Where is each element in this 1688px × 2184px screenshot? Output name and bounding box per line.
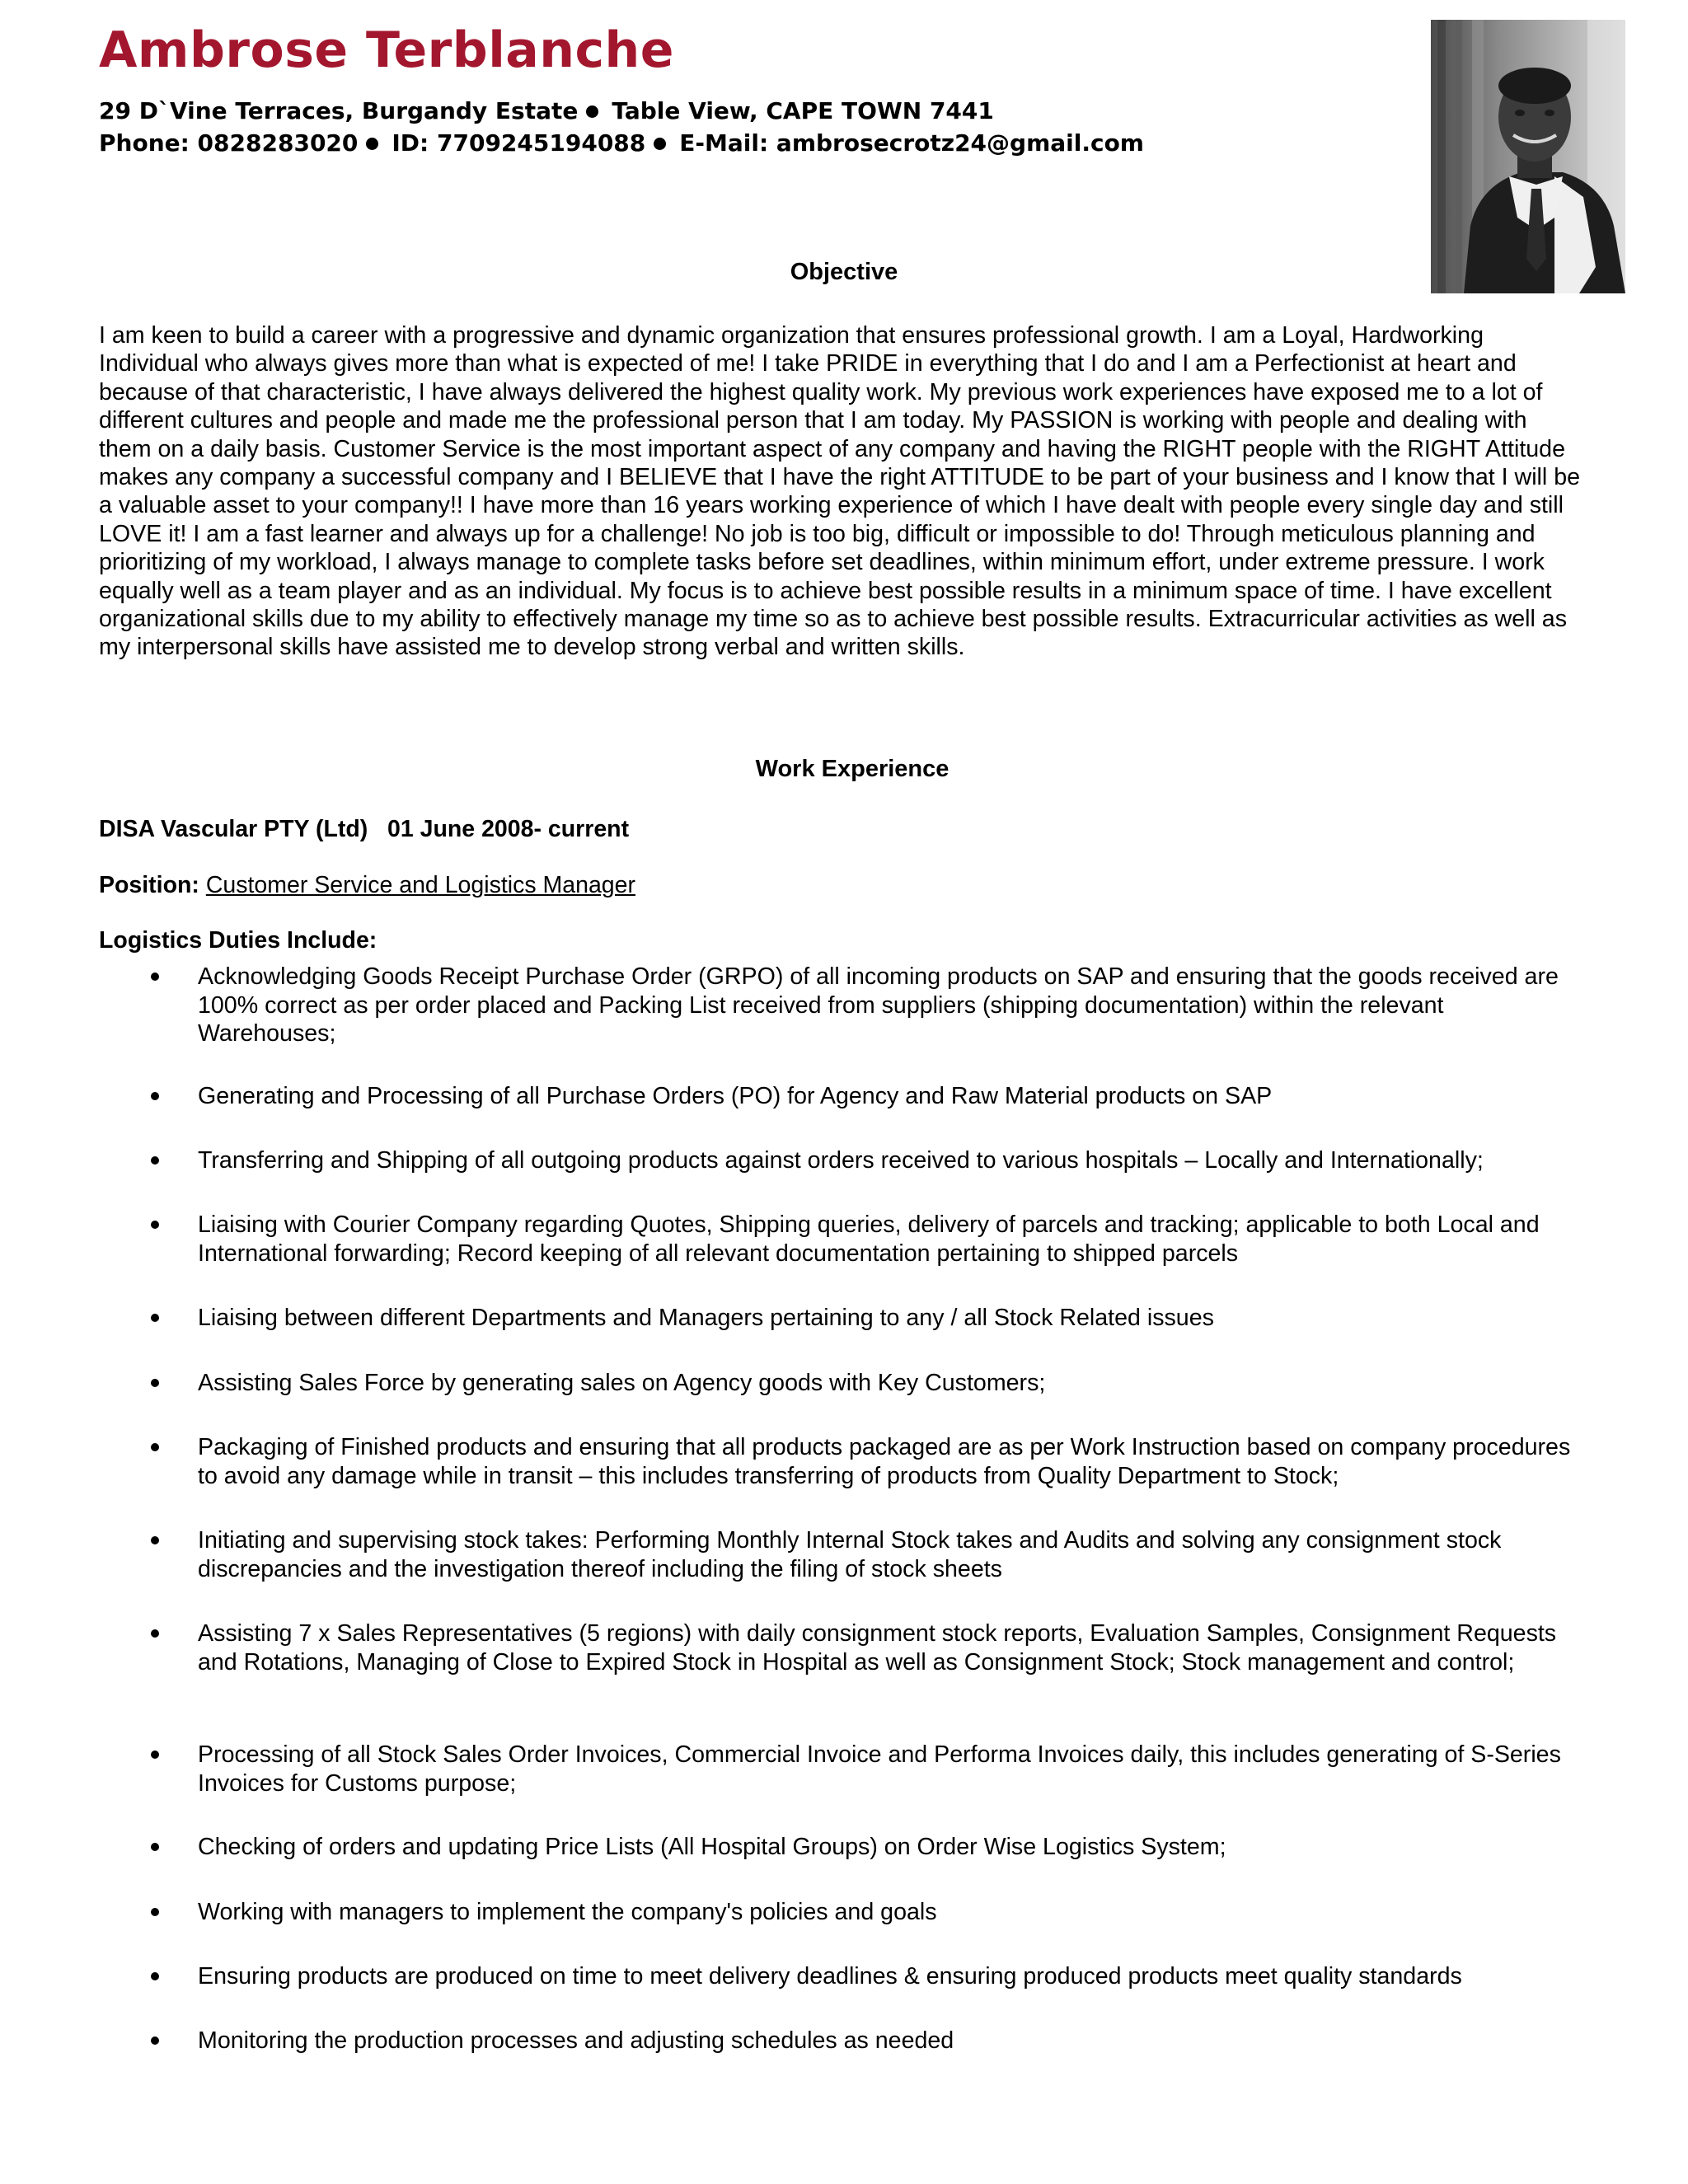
employment-period: 01 June 2008- current [387, 816, 630, 842]
list-item: Initiating and supervising stock takes: Performing Monthly Internal Stock takes and Audits and solving any consignment stock discrepancies and the investigation thereof including the filing of stock sheets [198, 1526, 1578, 1583]
list-item: Assisting 7 x Sales Representatives (5 regions) with daily consignment stock reports, Evaluation Samples, Consignment Requests and Rotations, Managing of Close to Expired Stock in Hospital as well as Consignment Stock; Stock management and control; [198, 1619, 1578, 1676]
phone-number: Phone: 0828283020 [99, 129, 359, 157]
objective-heading: Objective [790, 259, 898, 285]
list-item: Liaising with Courier Company regarding Quotes, Shipping queries, delivery of parcels and tracking; applicable to both Local and International forwarding; Record keeping of all relevant documentation pertaining to shipped parcels [198, 1211, 1578, 1268]
contact-line [99, 129, 1144, 157]
profile-photo-image [1431, 20, 1625, 293]
job-company-period [99, 816, 629, 843]
id-number: ID: 7709245194088 [392, 129, 646, 157]
objective-text: I am keen to build a career with a progressive and dynamic organization that ensures professional growth. I am a Loyal, Hardworking Individual who always gives more than what is expected of me! I take PRIDE in everything that I do and I am a Perfectionist at heart and because of that characteristic, I have always delivered the highest quality work. My previous work experiences have exposed me to a lot of different cultures and people and made me the professional person that I am today. My PASSION is working with people and dealing with them on a daily basis. Customer Service is the most important aspect of any company and having the RIGHT people with the RIGHT Attitude makes any company a successful company and I BELIEVE that I have the right ATTITUDE to be part of your business and I know that I will be a valuable asset to your company!! I have more than 16 years working experience of which I have dealt with people every single day and still LOVE it! I am a fast learner and always up for a challenge! No job is too big, difficult or impossible to do! Through meticulous planning and prioritizing of my workload, I always manage to complete tasks before set deadlines, within minimum effort, under extreme pressure. I work equally well as a team player and as an individual. My focus is to achieve best possible results in a minimum space of time. I have excellent organizational skills due to my ability to effectively manage my time so as to achieve best possible results. Extracurricular activities as well as my interpersonal skills have assisted me to develop strong verbal and written skills. [99, 322, 1581, 661]
work-experience-heading: Work Experience [755, 756, 950, 782]
bullet-dot-icon [366, 138, 378, 150]
list-item: Ensuring products are produced on time to meet delivery deadlines & ensuring produced products meet quality standards [198, 1962, 1578, 1991]
address-city: Table View, CAPE TOWN 7441 [612, 97, 994, 124]
list-item: Generating and Processing of all Purchase Orders (PO) for Agency and Raw Material products on SAP [198, 1082, 1578, 1111]
bullet-dot-icon [654, 138, 666, 150]
list-item: Monitoring the production processes and adjusting schedules as needed [198, 2027, 1578, 2055]
company-name: DISA Vascular PTY (Ltd) [99, 816, 368, 842]
duties-heading: Logistics Duties Include: [99, 927, 377, 954]
profile-photo [1431, 20, 1625, 293]
candidate-name: Ambrose Terblanche [99, 21, 674, 79]
address-street: 29 D`Vine Terraces, Burgandy Estate [99, 97, 579, 124]
list-item: Assisting Sales Force by generating sales on Agency goods with Key Customers; [198, 1369, 1578, 1398]
address-line [99, 97, 994, 124]
list-item: Liaising between different Departments and Managers pertaining to any / all Stock Related issues [198, 1304, 1578, 1333]
list-item: Acknowledging Goods Receipt Purchase Order (GRPO) of all incoming products on SAP and ensuring that the goods received are 100% correct as per order placed and Packing List received from suppliers (shipping documentation) within the relevant Warehouses; [198, 963, 1578, 1048]
email-address: E-Mail: ambrosecrotz24@gmail.com [679, 129, 1144, 157]
list-item: Transferring and Shipping of all outgoing products against orders received to various hospitals – Locally and Internationally; [198, 1146, 1578, 1175]
bullet-dot-icon [586, 105, 598, 118]
list-item: Packaging of Finished products and ensuring that all products packaged are as per Work Instruction based on company procedures to avoid any damage while in transit – this includes transferring of products from Quality Department to Stock; [198, 1433, 1578, 1490]
list-item: Checking of orders and updating Price Lists (All Hospital Groups) on Order Wise Logistics System; [198, 1833, 1578, 1862]
position-title: Customer Service and Logistics Manager [205, 872, 635, 898]
list-item: Processing of all Stock Sales Order Invoices, Commercial Invoice and Performa Invoices daily, this includes generating of S-Series Invoices for Customs purpose; [198, 1741, 1578, 1797]
list-item: Working with managers to implement the company's policies and goals [198, 1898, 1578, 1927]
position-line [99, 872, 635, 899]
position-label: Position: [99, 872, 199, 898]
